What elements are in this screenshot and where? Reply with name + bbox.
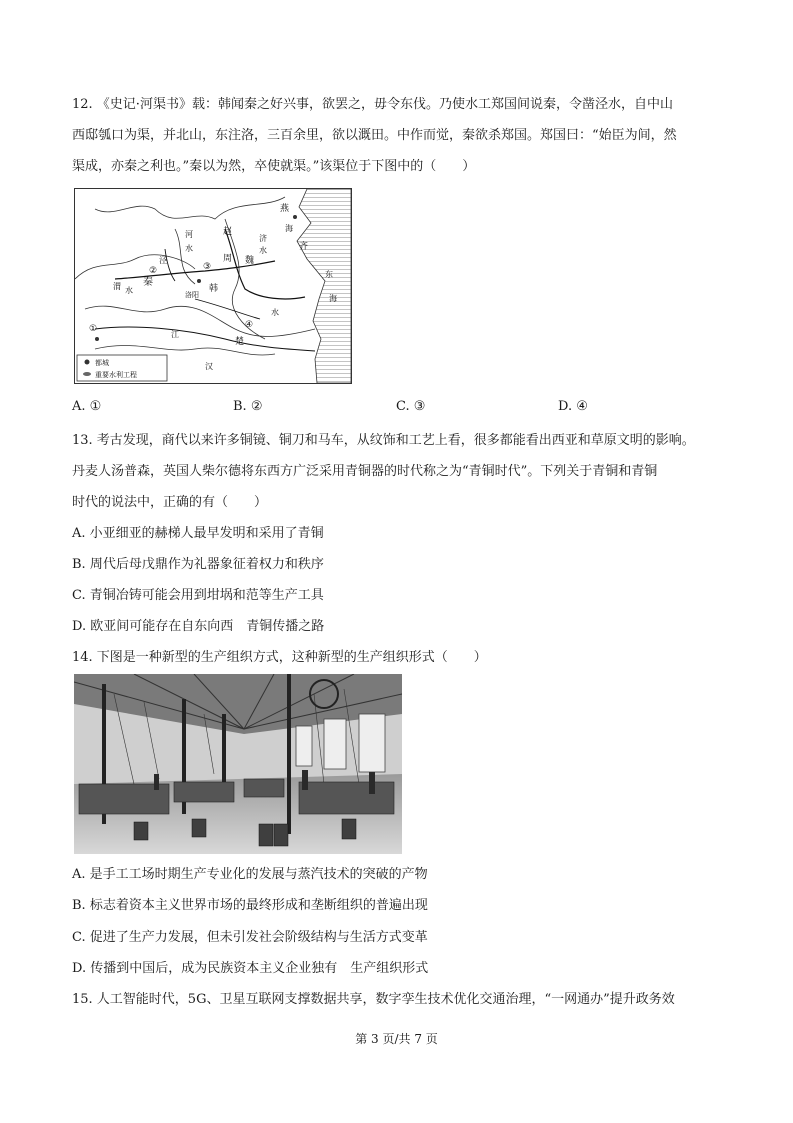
q14-line-1: 14. 下图是一种新型的生产组织方式，这种新型的生产组织形式（ ）: [72, 650, 487, 665]
map-water-1: 海: [285, 224, 293, 233]
map-state-zhao: 赵: [223, 227, 233, 237]
q12-line-2: 西邸瓠口为渠，并北山，东注洛，三百余里，欲以溉田。中作而觉，秦欲杀郑国。郑国曰：“始臣为间，然: [72, 128, 677, 143]
map-state-zhou: 周: [223, 254, 233, 264]
map-water-5: 水: [271, 308, 279, 317]
map-water-10: 水: [259, 246, 267, 255]
q14-option-b[interactable]: B. 标志着资本主义世界市场的最终形成和垄断组织的普遍出现: [72, 898, 428, 913]
q13-line-1: 13. 考古发现，商代以来许多铜镜、铜刀和马车，从纹饰和工艺上看，很多都能看出西亚和草原文明的影响。: [72, 433, 695, 448]
map-water-11: 渭: [113, 282, 121, 291]
q14-option-d[interactable]: D. 传播到中国后，成为民族资本主义企业独有 生产组织形式: [72, 961, 429, 976]
legend-water-project: 重要水利工程: [95, 371, 137, 379]
q15-line-1: 15. 人工智能时代，5G、卫星互联网支撑数据共享，数字孪生技术优化交通治理，“一网通办”提升政务效: [72, 992, 675, 1007]
map-state-yan: 燕: [280, 204, 290, 214]
q13-option-c[interactable]: C. 青铜冶铸可能会用到坩埚和范等生产工具: [72, 588, 324, 603]
map-state-chu: 楚: [235, 337, 245, 347]
map-water-8: 泾: [159, 256, 167, 265]
map-state-wei: 魏: [245, 256, 255, 266]
q12-line-1: 12. 《史记·河渠书》载：韩闻秦之好兴事，欲罢之，毋令东伐。乃使水工郑国间说秦，令凿泾水，自中山: [72, 97, 673, 112]
legend-capital: 都城: [95, 359, 109, 367]
map-water-6: 河: [185, 230, 193, 239]
yangtze-river: [95, 327, 315, 351]
map-water-9: 济: [259, 234, 267, 243]
q12-option-c[interactable]: C. ③: [396, 399, 426, 414]
map-water-13: 汉: [205, 362, 213, 371]
map-svg: [75, 189, 351, 383]
q13-option-a[interactable]: A. 小亚细亚的赫梯人最早发明和采用了青铜: [72, 526, 324, 541]
factory-illustration: [74, 674, 402, 854]
map-water-7: 水: [185, 244, 193, 253]
factory-svg: [74, 674, 402, 854]
map-marker-2: ②: [149, 266, 158, 276]
q12-line-3: 渠成，亦秦之利也。”秦以为然，卒使就渠。”该渠位于下图中的（ ）: [72, 159, 476, 174]
map-water-3: 海: [329, 294, 337, 303]
q14-option-a[interactable]: A. 是手工工场时期生产专业化的发展与蒸汽技术的突破的产物: [72, 867, 428, 882]
map-water-12: 水: [125, 286, 133, 295]
q12-option-a[interactable]: A. ①: [72, 399, 102, 414]
warring-states-map: [74, 188, 352, 384]
q12-option-b[interactable]: B. ②: [233, 399, 263, 414]
q13-line-3: 时代的说法中，正确的有（ ）: [72, 495, 268, 510]
q13-option-d[interactable]: D. 欧亚间可能存在自东向西 青铜传播之路: [72, 619, 325, 634]
map-water-4: 江: [171, 330, 179, 339]
q14-option-c[interactable]: C. 促进了生产力发展，但未引发社会阶级结构与生活方式变革: [72, 930, 428, 945]
map-city-luoyang: 洛阳: [185, 291, 199, 299]
map-marker-4: ④: [245, 320, 254, 330]
map-state-qin: 秦: [143, 277, 153, 288]
page-footer: 第 3 页/共 7 页: [355, 1032, 438, 1046]
map-marker-1: ①: [89, 324, 98, 334]
q13-line-2: 丹麦人汤普森，英国人柴尔德将东西方广泛采用青铜器的时代称之为“青铜时代”。下列关于青铜和青铜: [72, 464, 658, 479]
q13-option-b[interactable]: B. 周代后母戊鼎作为礼器象征着权力和秩序: [72, 557, 324, 572]
sea-area: [297, 189, 351, 383]
map-state-qi: 齐: [299, 242, 309, 252]
map-state-han: 韩: [209, 284, 219, 294]
map-marker-3: ③: [203, 262, 212, 272]
q12-option-d[interactable]: D. ④: [558, 399, 588, 414]
map-water-2: 东: [325, 270, 333, 279]
